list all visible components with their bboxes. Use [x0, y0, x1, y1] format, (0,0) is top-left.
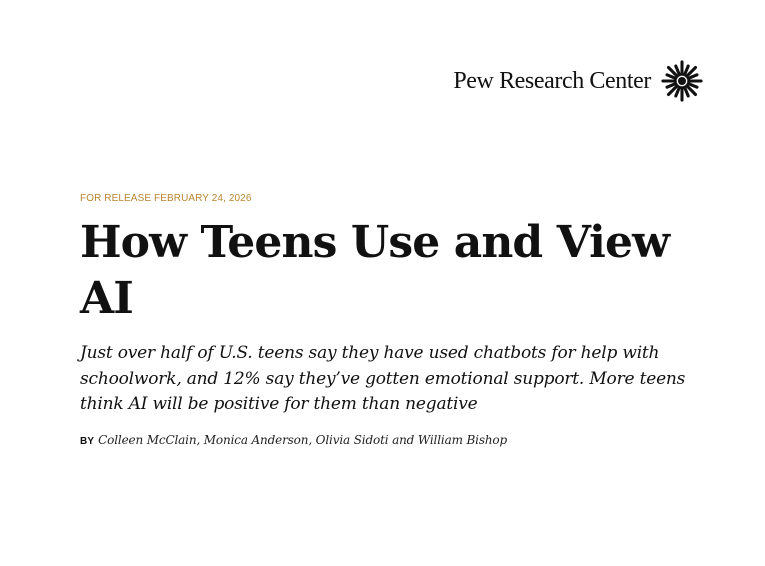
report-subtitle: Just over half of U.S. teens say they have used chatbots for help with schoolwork, and 12% say they’ve gotten emotional support. More teens think AI will be positive for them than negative — [80, 343, 686, 414]
byline — [80, 433, 507, 447]
byline-authors: Colleen McClain, Monica Anderson, Olivia Sidoti and William Bishop — [98, 433, 508, 447]
pew-burst-logo-icon — [661, 60, 703, 102]
byline-label: BY — [80, 436, 95, 447]
release-date: FOR RELEASE FEBRUARY 24, 2026 — [80, 193, 252, 204]
report-title: How Teens Use and View AI — [80, 217, 670, 324]
brand-name: Pew Research Center — [453, 67, 651, 94]
brand-header — [453, 60, 703, 102]
